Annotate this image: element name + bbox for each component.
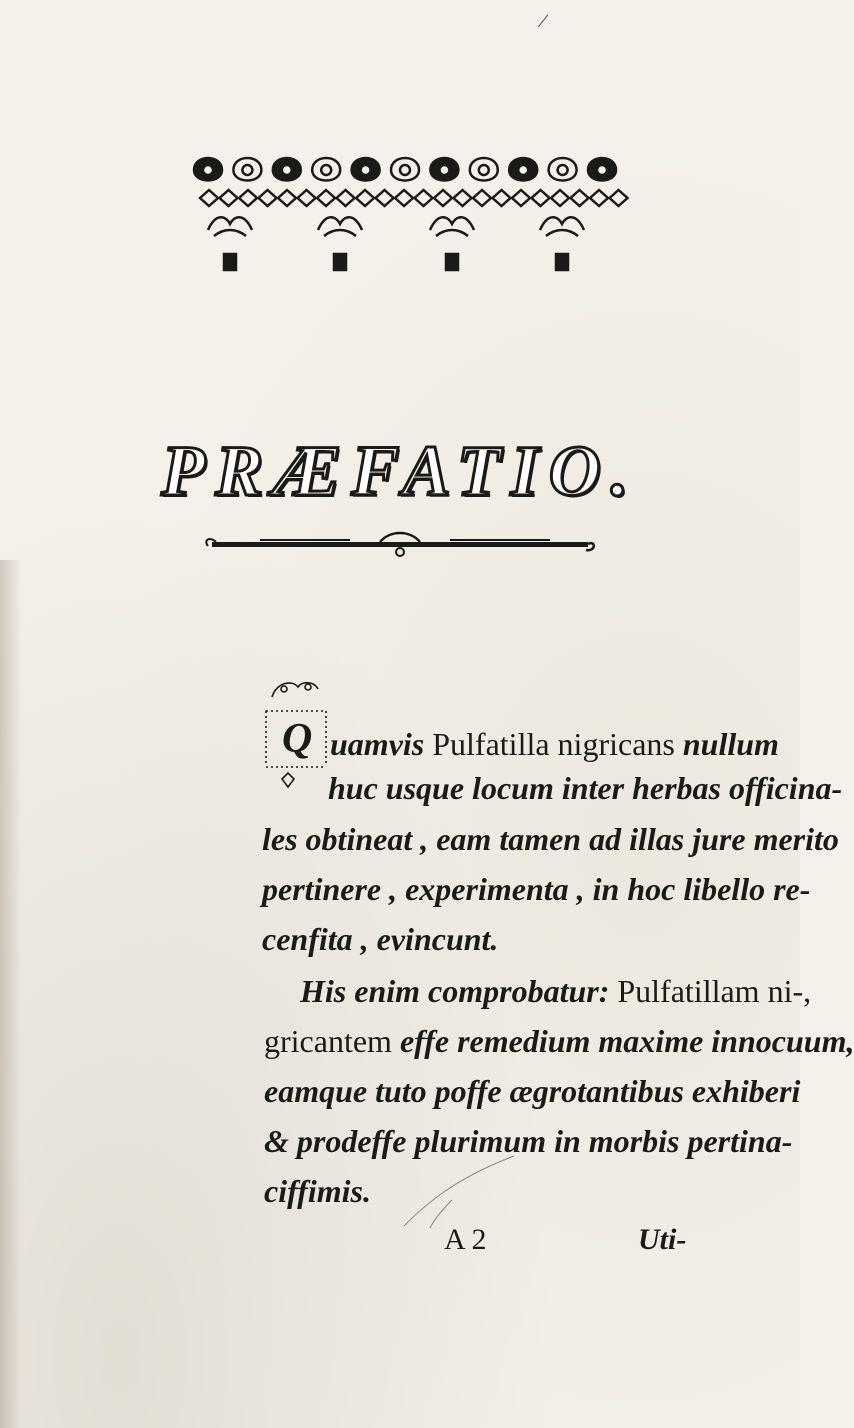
- ornament-diamond: [298, 190, 316, 206]
- ornament-flower: [318, 217, 362, 236]
- ornament-rosette-center: [321, 165, 331, 175]
- ornament-rosette: [233, 158, 261, 181]
- ornament-diamond: [278, 190, 296, 206]
- ornament-diamond: [337, 190, 355, 206]
- ornament-diamond: [454, 190, 472, 206]
- ornament-diamond: [415, 190, 433, 206]
- ornament-flower: [430, 217, 474, 236]
- ornament-rosette: [470, 158, 498, 181]
- ornament-urn: [334, 254, 346, 270]
- ornament-diamond: [610, 190, 628, 206]
- ornament-rosette-center: [518, 165, 528, 175]
- ornament-diamond: [239, 190, 257, 206]
- text-run: His enim comprobatur:: [300, 973, 618, 1009]
- ornament-diamond: [395, 190, 413, 206]
- text-line: [330, 728, 779, 760]
- ornament-urn: [224, 254, 236, 270]
- drop-cap-letter: Q: [282, 716, 313, 762]
- ornament-diamond: [259, 190, 277, 206]
- ornament-flower: [540, 217, 584, 236]
- text-run: effe remedium maxime innocuum,: [399, 1023, 854, 1059]
- ornament-diamond: [571, 190, 589, 206]
- text-line: [328, 772, 842, 804]
- ornament-rosette-center: [479, 165, 489, 175]
- ornament-diamond: [434, 190, 452, 206]
- text-run: gricantem: [264, 1023, 400, 1059]
- text-line: [264, 1175, 371, 1207]
- text-line: [264, 1125, 792, 1157]
- text-line: [264, 1025, 854, 1057]
- ornament-rosette-center: [203, 165, 213, 175]
- text-run: Pulfatilla nigricans: [432, 726, 683, 762]
- ornament-rosette: [391, 158, 419, 181]
- ornament-rosette-center: [361, 165, 371, 175]
- ornament-flower: [208, 217, 252, 236]
- ornament-rosette-center: [282, 165, 292, 175]
- ornament-diamond: [532, 190, 550, 206]
- ornament-rosette-center: [242, 165, 252, 175]
- ornament-rosette: [312, 158, 340, 181]
- pen-stroke-mark: [400, 1150, 520, 1230]
- text-line: [262, 823, 839, 855]
- ornament-rosette: [549, 158, 577, 181]
- ornament-diamond: [590, 190, 608, 206]
- ornament-rosette-center: [558, 165, 568, 175]
- text-run: & prodeffe plurimum in morbis pertina-: [264, 1123, 793, 1159]
- ornament-urn: [446, 254, 458, 270]
- text-line: [300, 975, 811, 1007]
- text-line: [264, 1075, 800, 1107]
- ornament-diamond: [493, 190, 511, 206]
- gutter-shadow: [0, 560, 22, 1428]
- signature-mark: A 2: [444, 1223, 487, 1256]
- ornament-diamond: [551, 190, 569, 206]
- pencil-mark: /: [536, 7, 551, 34]
- ornament-diamond: [356, 190, 374, 206]
- ornament-diamond: [317, 190, 335, 206]
- text-run: Pulfatillam ni-,: [617, 973, 812, 1009]
- text-line: [262, 873, 810, 905]
- text-run: ciffimis.: [264, 1173, 371, 1209]
- text-run: eamque tuto poffe ægrotantibus exhiberi: [264, 1073, 801, 1109]
- text-run: uamvis: [330, 726, 433, 762]
- ornament-rosette-center: [597, 165, 607, 175]
- text-run: cenfita , evincunt.: [262, 921, 499, 957]
- ornament-urn: [556, 254, 568, 270]
- ornament-diamond: [200, 190, 218, 206]
- ornament-rosette-center: [400, 165, 410, 175]
- catchword: Uti-: [638, 1223, 687, 1256]
- title-rule-ornament-icon: [200, 530, 600, 560]
- ornament-rosette-center: [439, 165, 449, 175]
- headpiece-ornament-icon: [190, 150, 620, 280]
- text-run: huc usque locum inter herbas officina-: [328, 770, 843, 806]
- text-run: pertinere , experimenta , in hoc libello re-: [262, 871, 811, 907]
- page-title: PRÆFATIO.: [161, 431, 639, 511]
- text-run: nullum: [682, 726, 779, 762]
- ornament-diamond: [473, 190, 491, 206]
- ornament-diamond: [376, 190, 394, 206]
- ornament-diamond: [220, 190, 238, 206]
- text-line: [262, 923, 498, 955]
- ornament-diamond: [512, 190, 530, 206]
- text-run: les obtineat , eam tamen ad illas jure merito: [262, 821, 839, 857]
